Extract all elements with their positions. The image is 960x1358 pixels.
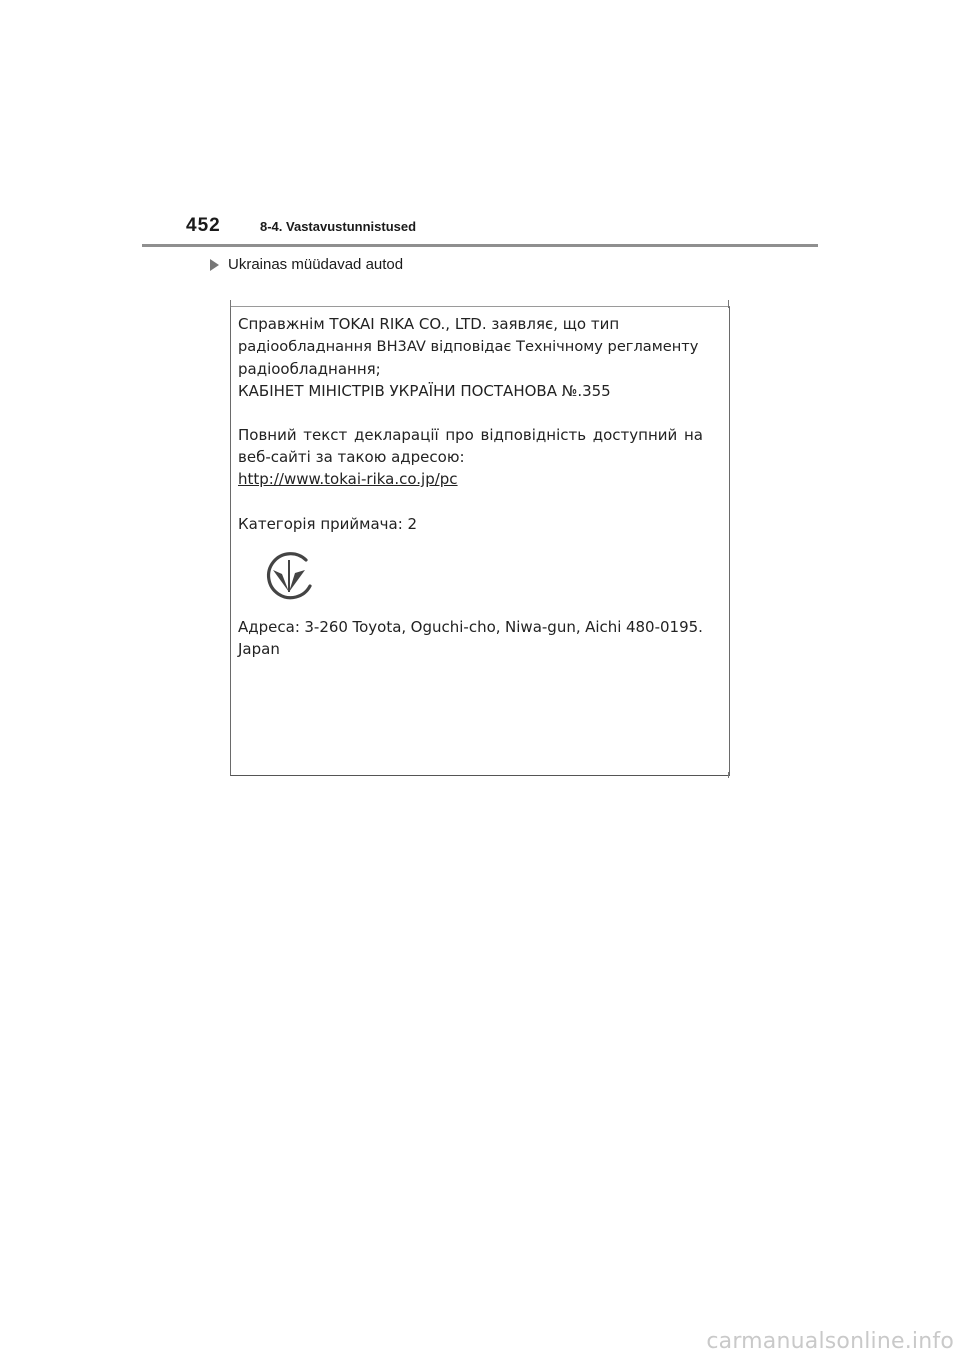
subheading — [210, 256, 403, 273]
address-line-2: Japan — [238, 640, 280, 658]
declaration-line-3: радіообладнання; — [238, 360, 381, 378]
declaration-line-6: веб-сайті за такою адресою: — [238, 448, 465, 466]
watermark: carmanualsonline.info — [706, 1329, 954, 1354]
word: Oguchi-cho, — [410, 618, 501, 636]
word: Повний — [238, 426, 297, 444]
subheading-label: Ukrainas müüdavad autod — [228, 256, 404, 273]
word: текст — [303, 426, 348, 444]
box-corner-tick — [728, 300, 729, 308]
word: про — [445, 426, 474, 444]
word: 3-260 — [304, 618, 348, 636]
declaration-line-5 — [238, 426, 703, 444]
word: доступний — [592, 426, 678, 444]
address-line-1 — [238, 618, 703, 636]
declaration-url[interactable]: http://www.tokai-rika.co.jp/pc — [238, 470, 458, 488]
word: 480-0195. — [625, 618, 703, 636]
ukrainian-conformity-mark-icon — [262, 550, 316, 604]
declaration-line-4: КАБІНЕТ МІНІСТРІВ УКРАЇНИ ПОСТАНОВА №.355 — [238, 382, 611, 400]
word: на — [683, 426, 703, 444]
word: відповідність — [480, 426, 587, 444]
section-title: 8-4. Vastavustunnistused — [260, 219, 417, 234]
declaration-line-1: Справжнім TOKAI RIKA CO., LTD. заявляє, що тип — [238, 315, 620, 333]
header-rule — [142, 244, 818, 247]
box-corner-tick — [230, 300, 231, 308]
word: Niwa-gun, — [505, 618, 581, 636]
word: декларації — [353, 426, 439, 444]
word: Toyota, — [352, 618, 407, 636]
page-number: 452 — [186, 215, 221, 236]
declaration-line-2: радіообладнання BH3AV відповідає Технічному регламенту — [238, 338, 699, 355]
receiver-category: Категорія приймача: 2 — [238, 515, 418, 533]
word: Aichi — [585, 618, 622, 636]
box-corner-tick — [728, 772, 729, 778]
triangle-bullet-icon — [210, 259, 219, 271]
word: Адреса: — [238, 618, 300, 636]
